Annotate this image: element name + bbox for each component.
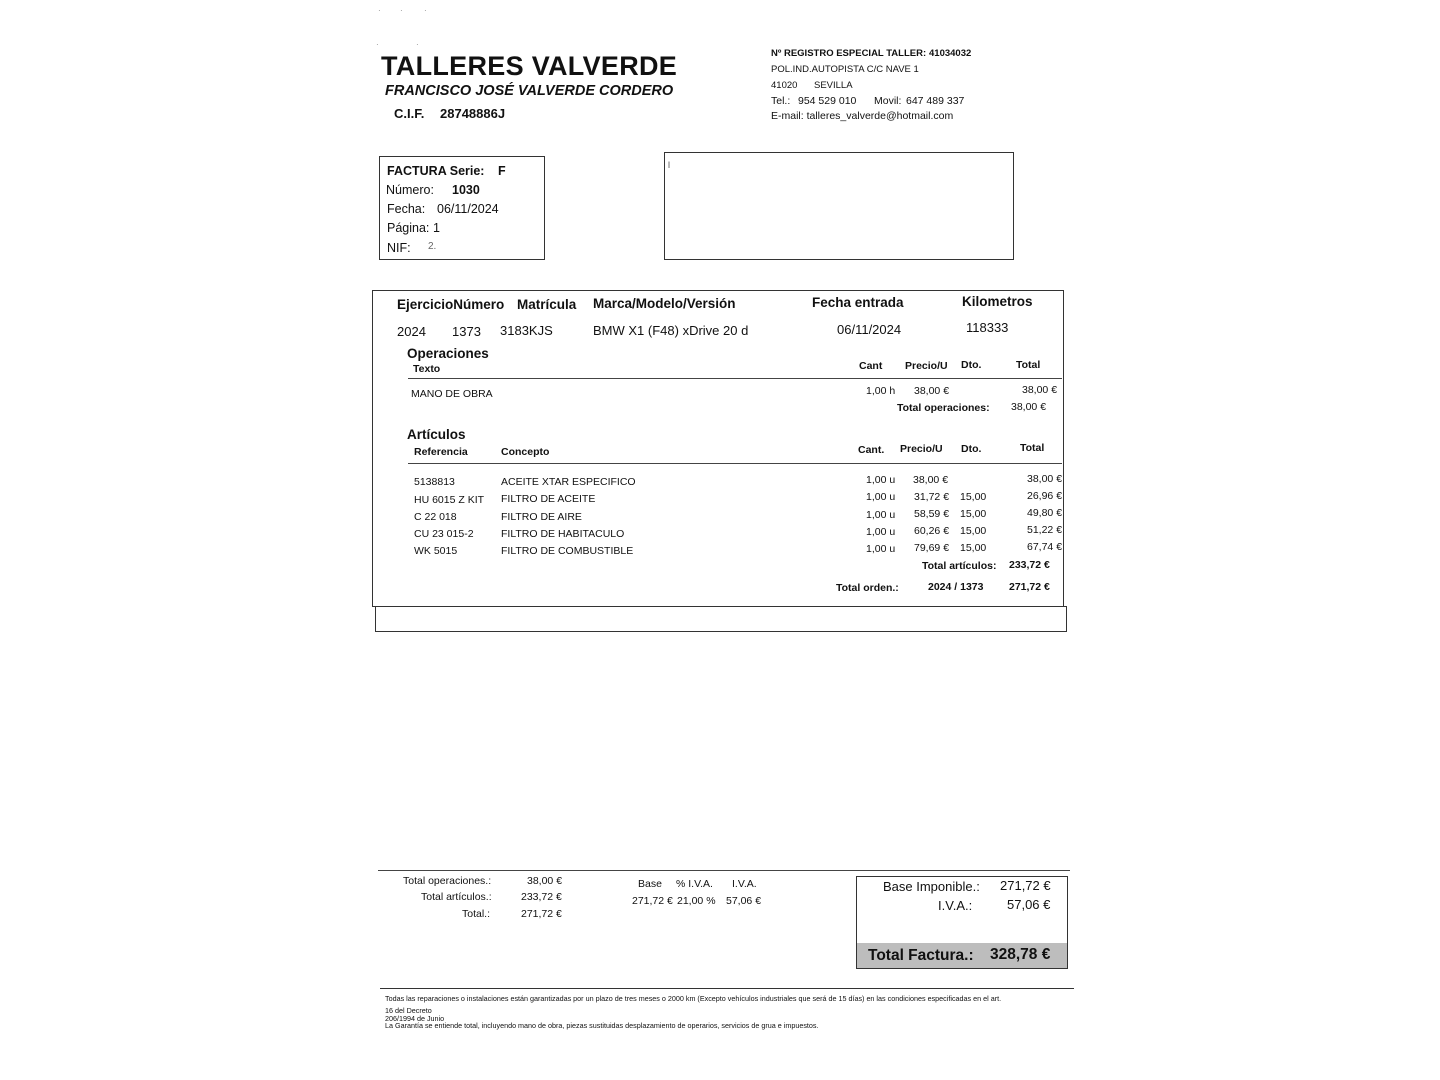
- summary-top-rule: [378, 870, 1070, 871]
- client-address-box: [664, 152, 1014, 260]
- concepto-header: Concepto: [501, 446, 550, 458]
- base-imponible-label: Base Imponible.:: [883, 879, 980, 894]
- art-ref: HU 6015 Z KIT: [414, 494, 485, 506]
- matricula-header: Matrícula: [517, 297, 577, 312]
- scan-speck: ·: [416, 40, 419, 49]
- client-box-mark: l: [668, 160, 670, 170]
- total-articulos-value: 233,72 €: [1009, 559, 1050, 571]
- art-dto-header: Dto.: [961, 443, 982, 455]
- op-total-header: Total: [1016, 359, 1041, 371]
- art-ref: C 22 018: [414, 511, 457, 523]
- pagina-value: 1: [433, 221, 440, 235]
- referencia-header: Referencia: [414, 446, 468, 458]
- marca-value: BMW X1 (F48) xDrive 20 d: [593, 323, 749, 338]
- art-ref: WK 5015: [414, 545, 458, 557]
- summary-arts-label: Total artículos.:: [421, 891, 492, 903]
- movil-value: 647 489 337: [906, 95, 965, 107]
- art-dto: 15,00: [960, 508, 987, 520]
- art-dto: 15,00: [960, 525, 987, 537]
- scan-speck: ·: [378, 6, 381, 15]
- registro-label: Nº REGISTRO ESPECIAL TALLER:: [771, 48, 927, 59]
- op-total: 38,00 €: [1022, 384, 1058, 396]
- footer-line-3: 206/1994 de Junio: [385, 1014, 445, 1023]
- art-total-header: Total: [1020, 442, 1045, 454]
- op-cant: 1,00 h: [866, 385, 896, 397]
- articulos-header-rule: [408, 463, 1062, 464]
- summary-arts-value: 233,72 €: [521, 891, 562, 903]
- art-precio: 31,72 €: [914, 491, 950, 503]
- base-imponible-value: 271,72 €: [1000, 878, 1051, 893]
- numero-orden-value: 1373: [452, 324, 481, 339]
- art-ref: CU 23 015-2: [414, 528, 474, 540]
- iva-amount-value: 57,06 €: [726, 895, 762, 907]
- summary-total-label: Total.:: [462, 908, 491, 920]
- iva-pct-header: % I.V.A.: [676, 878, 713, 890]
- art-cant: 1,00 u: [866, 491, 896, 503]
- art-total: 26,96 €: [1027, 490, 1063, 502]
- serie-label: FACTURA Serie:: [387, 164, 485, 178]
- movil-label: Movil:: [874, 95, 902, 107]
- nif-value: 2.: [428, 241, 437, 252]
- art-precio: 38,00 €: [913, 474, 949, 486]
- footer-line-2: 16 del Decreto: [385, 1006, 432, 1015]
- total-articulos-label: Total artículos:: [922, 560, 997, 572]
- total-factura-label: Total Factura.:: [868, 947, 974, 964]
- kilometros-value: 118333: [966, 320, 1009, 335]
- fecha-entrada-value: 06/11/2024: [837, 322, 902, 337]
- iva-box-label: I.V.A.:: [938, 898, 973, 913]
- fecha-label: Fecha:: [387, 202, 426, 216]
- tel-value: 954 529 010: [798, 95, 857, 107]
- total-factura-value: 328,78 €: [990, 946, 1051, 963]
- art-precio: 58,59 €: [914, 508, 950, 520]
- total-operaciones-value: 38,00 €: [1011, 401, 1047, 413]
- footer-line-4: La Garantía se entiende total, incluyendo mano de obra, piezas sustituidas desplazamiento de operarios, servicios de grua e impuestos.: [385, 1021, 819, 1030]
- fecha-value: 06/11/2024: [437, 202, 499, 216]
- art-concepto: FILTRO DE HABITACULO: [501, 528, 625, 540]
- art-total: 51,22 €: [1027, 524, 1063, 536]
- iva-amount-header: I.V.A.: [732, 878, 757, 890]
- op-precio-header: Precio/U: [905, 360, 948, 372]
- op-precio: 38,00 €: [914, 385, 950, 397]
- scan-speck: ·: [400, 6, 403, 15]
- kilometros-header: Kilometros: [962, 294, 1033, 309]
- scan-speck: ·: [424, 6, 427, 15]
- art-ref: 5138813: [414, 476, 455, 488]
- art-cant: 1,00 u: [866, 543, 896, 555]
- art-precio-header: Precio/U: [900, 443, 943, 455]
- total-orden-value: 271,72 €: [1009, 581, 1050, 593]
- total-orden-label: Total orden.:: [836, 582, 899, 594]
- nif-label: NIF:: [387, 241, 411, 255]
- cif-value: 28748886J: [440, 106, 506, 121]
- operaciones-header-rule: [408, 378, 1062, 379]
- art-cant: 1,00 u: [866, 474, 896, 486]
- art-cant: 1,00 u: [866, 526, 896, 538]
- iva-box-value: 57,06 €: [1007, 897, 1051, 912]
- iva-pct-value: 21,00 %: [677, 895, 716, 907]
- order-box-bottom: [375, 606, 1067, 632]
- art-cant: 1,00 u: [866, 509, 896, 521]
- footer-line-1: Todas las reparaciones o instalaciones están garantizadas por un plazo de tres meses o 2000 km (Excepto vehículos industriales que será de 15 días) en las condiciones especificadas en el art.: [385, 994, 1002, 1003]
- pagina-label: Página:: [387, 221, 430, 235]
- ejercicio-value: 2024: [397, 324, 426, 339]
- registro-value: 41034032: [929, 48, 972, 59]
- fecha-entrada-header: Fecha entrada: [812, 295, 904, 310]
- op-dto-header: Dto.: [961, 359, 982, 371]
- company-name: TALLERES VALVERDE: [381, 51, 678, 81]
- tel-label: Tel.:: [771, 95, 791, 107]
- address: POL.IND.AUTOPISTA C/C NAVE 1: [771, 64, 919, 75]
- art-concepto: FILTRO DE AIRE: [501, 511, 582, 523]
- art-precio: 60,26 €: [914, 525, 950, 537]
- op-cant-header: Cant: [859, 360, 883, 372]
- iva-base-value: 271,72 €: [632, 895, 673, 907]
- art-concepto: FILTRO DE ACEITE: [501, 493, 596, 505]
- numero-value: 1030: [452, 183, 480, 197]
- scan-speck: ·: [376, 40, 379, 49]
- numero-label: Número:: [386, 183, 434, 197]
- owner-name: FRANCISCO JOSÉ VALVERDE CORDERO: [385, 83, 674, 99]
- total-orden-ref: 2024 / 1373: [928, 581, 984, 593]
- matricula-value: 3183KJS: [500, 323, 553, 338]
- summary-ops-label: Total operaciones.:: [403, 875, 492, 887]
- art-concepto: ACEITE XTAR ESPECIFICO: [501, 476, 636, 488]
- footer-rule: [380, 988, 1074, 989]
- iva-base-header: Base: [638, 878, 662, 890]
- cif-label: C.I.F.: [394, 106, 425, 121]
- art-dto: 15,00: [960, 491, 987, 503]
- email: E-mail: talleres_valverde@hotmail.com: [771, 110, 954, 122]
- ejercicio-header: EjercicioNúmero: [397, 297, 505, 312]
- art-concepto: FILTRO DE COMBUSTIBLE: [501, 545, 634, 557]
- marca-header: Marca/Modelo/Versión: [593, 296, 736, 311]
- art-precio: 79,69 €: [914, 542, 950, 554]
- art-total: 49,80 €: [1027, 507, 1063, 519]
- art-total: 38,00 €: [1027, 473, 1063, 485]
- art-cant-header: Cant.: [858, 444, 885, 456]
- art-total: 67,74 €: [1027, 541, 1063, 553]
- art-dto: 15,00: [960, 542, 987, 554]
- postal-code: 41020: [771, 80, 798, 91]
- articulos-title: Artículos: [407, 427, 466, 442]
- operaciones-title: Operaciones: [407, 346, 489, 361]
- summary-total-value: 271,72 €: [521, 908, 562, 920]
- texto-header: Texto: [413, 363, 441, 375]
- total-operaciones-label: Total operaciones:: [897, 402, 990, 414]
- op-texto: MANO DE OBRA: [411, 388, 493, 400]
- city: SEVILLA: [814, 80, 853, 91]
- serie-value: F: [498, 164, 506, 178]
- summary-ops-value: 38,00 €: [527, 875, 563, 887]
